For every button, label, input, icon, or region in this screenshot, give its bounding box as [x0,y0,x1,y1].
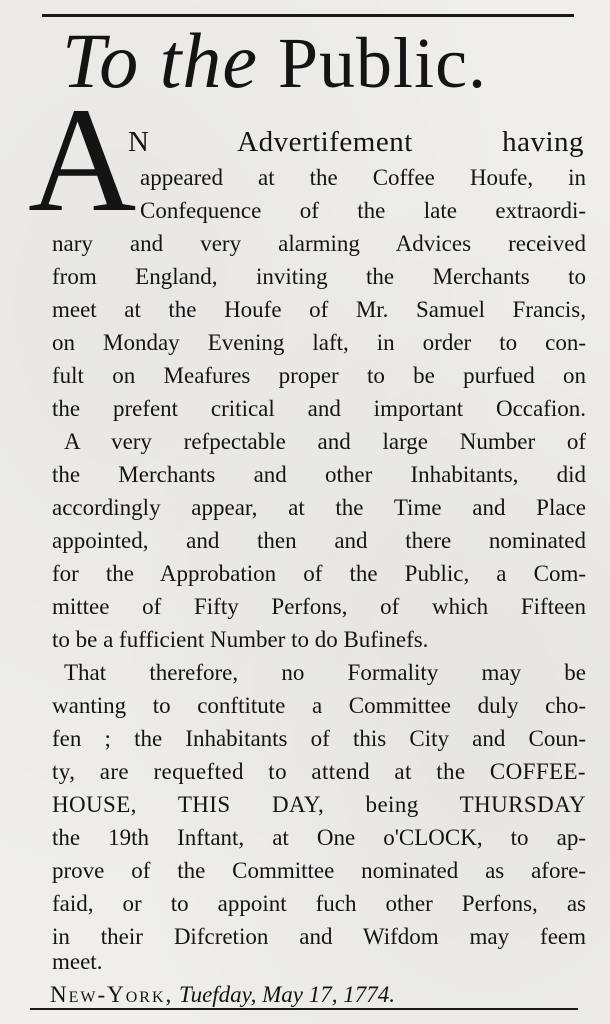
body-line-4: nary and very alarming Advices received [52,231,586,256]
body-line-10: A very refpectable and large Number of [64,429,586,454]
body-line-5: from England, inviting the Merchants to [52,264,586,289]
body-line-3: Confequence of the late extraordi- [140,198,586,223]
body-line-26: meet. [52,949,103,974]
headline [62,18,562,104]
body-line-25: in their Difcretion and Wifdom may feem [52,924,586,949]
body-line-13: appointed, and then and there nominated [52,528,586,553]
body-line-8: fult on Meafures proper to be purfued on [52,363,586,388]
body-line-9: the prefent critical and important Occafion. [52,396,586,421]
headline-roman: Public. [278,23,488,103]
body-line-20: ty, are requefted to attend at the COFFEE- [52,759,586,784]
body-line-6: meet at the Houfe of Mr. Samuel Francis, [52,297,586,322]
bottom-rule [30,1008,578,1010]
body-line-19: fen ; the Inhabitants of this City and Coun- [52,726,586,751]
body-line-17: That therefore, no Formality may be [64,660,586,685]
body-line-7: on Monday Evening laft, in order to con- [52,330,586,355]
body-line-15: mittee of Fifty Perfons, of which Fifteen [52,594,586,619]
body-line-14: for the Approbation of the Public, a Com- [52,561,586,586]
body-line-22: the 19th Inftant, at One o'CLOCK, to ap- [52,825,586,850]
dateline-city: New-York, [50,982,174,1007]
body-line-16: to be a fufficient Number to do Bufinefs. [52,627,429,652]
body-line-12: accordingly appear, at the Time and Place [52,495,586,520]
body-line-24: faid, or to appoint fuch other Perfons, as [52,891,586,916]
dateline-day: Tuefday, [179,982,257,1007]
dateline [50,980,550,1010]
drop-cap: A [28,77,137,243]
dateline-date: May 17, 1774. [262,982,395,1007]
body-line-2: appeared at the Coffee Houfe, in [140,165,586,190]
headline-italic: To the [62,17,259,104]
body-line-1: N Advertifement having [128,126,584,158]
body-line-21: HOUSE, THIS DAY, being THURSDAY [52,792,586,817]
body-line-11: the Merchants and other Inhabitants, did [52,462,586,487]
body-line-18: wanting to conftitute a Committee duly cho- [52,693,586,718]
body-line-23: prove of the Committee nominated as afore- [52,858,586,883]
